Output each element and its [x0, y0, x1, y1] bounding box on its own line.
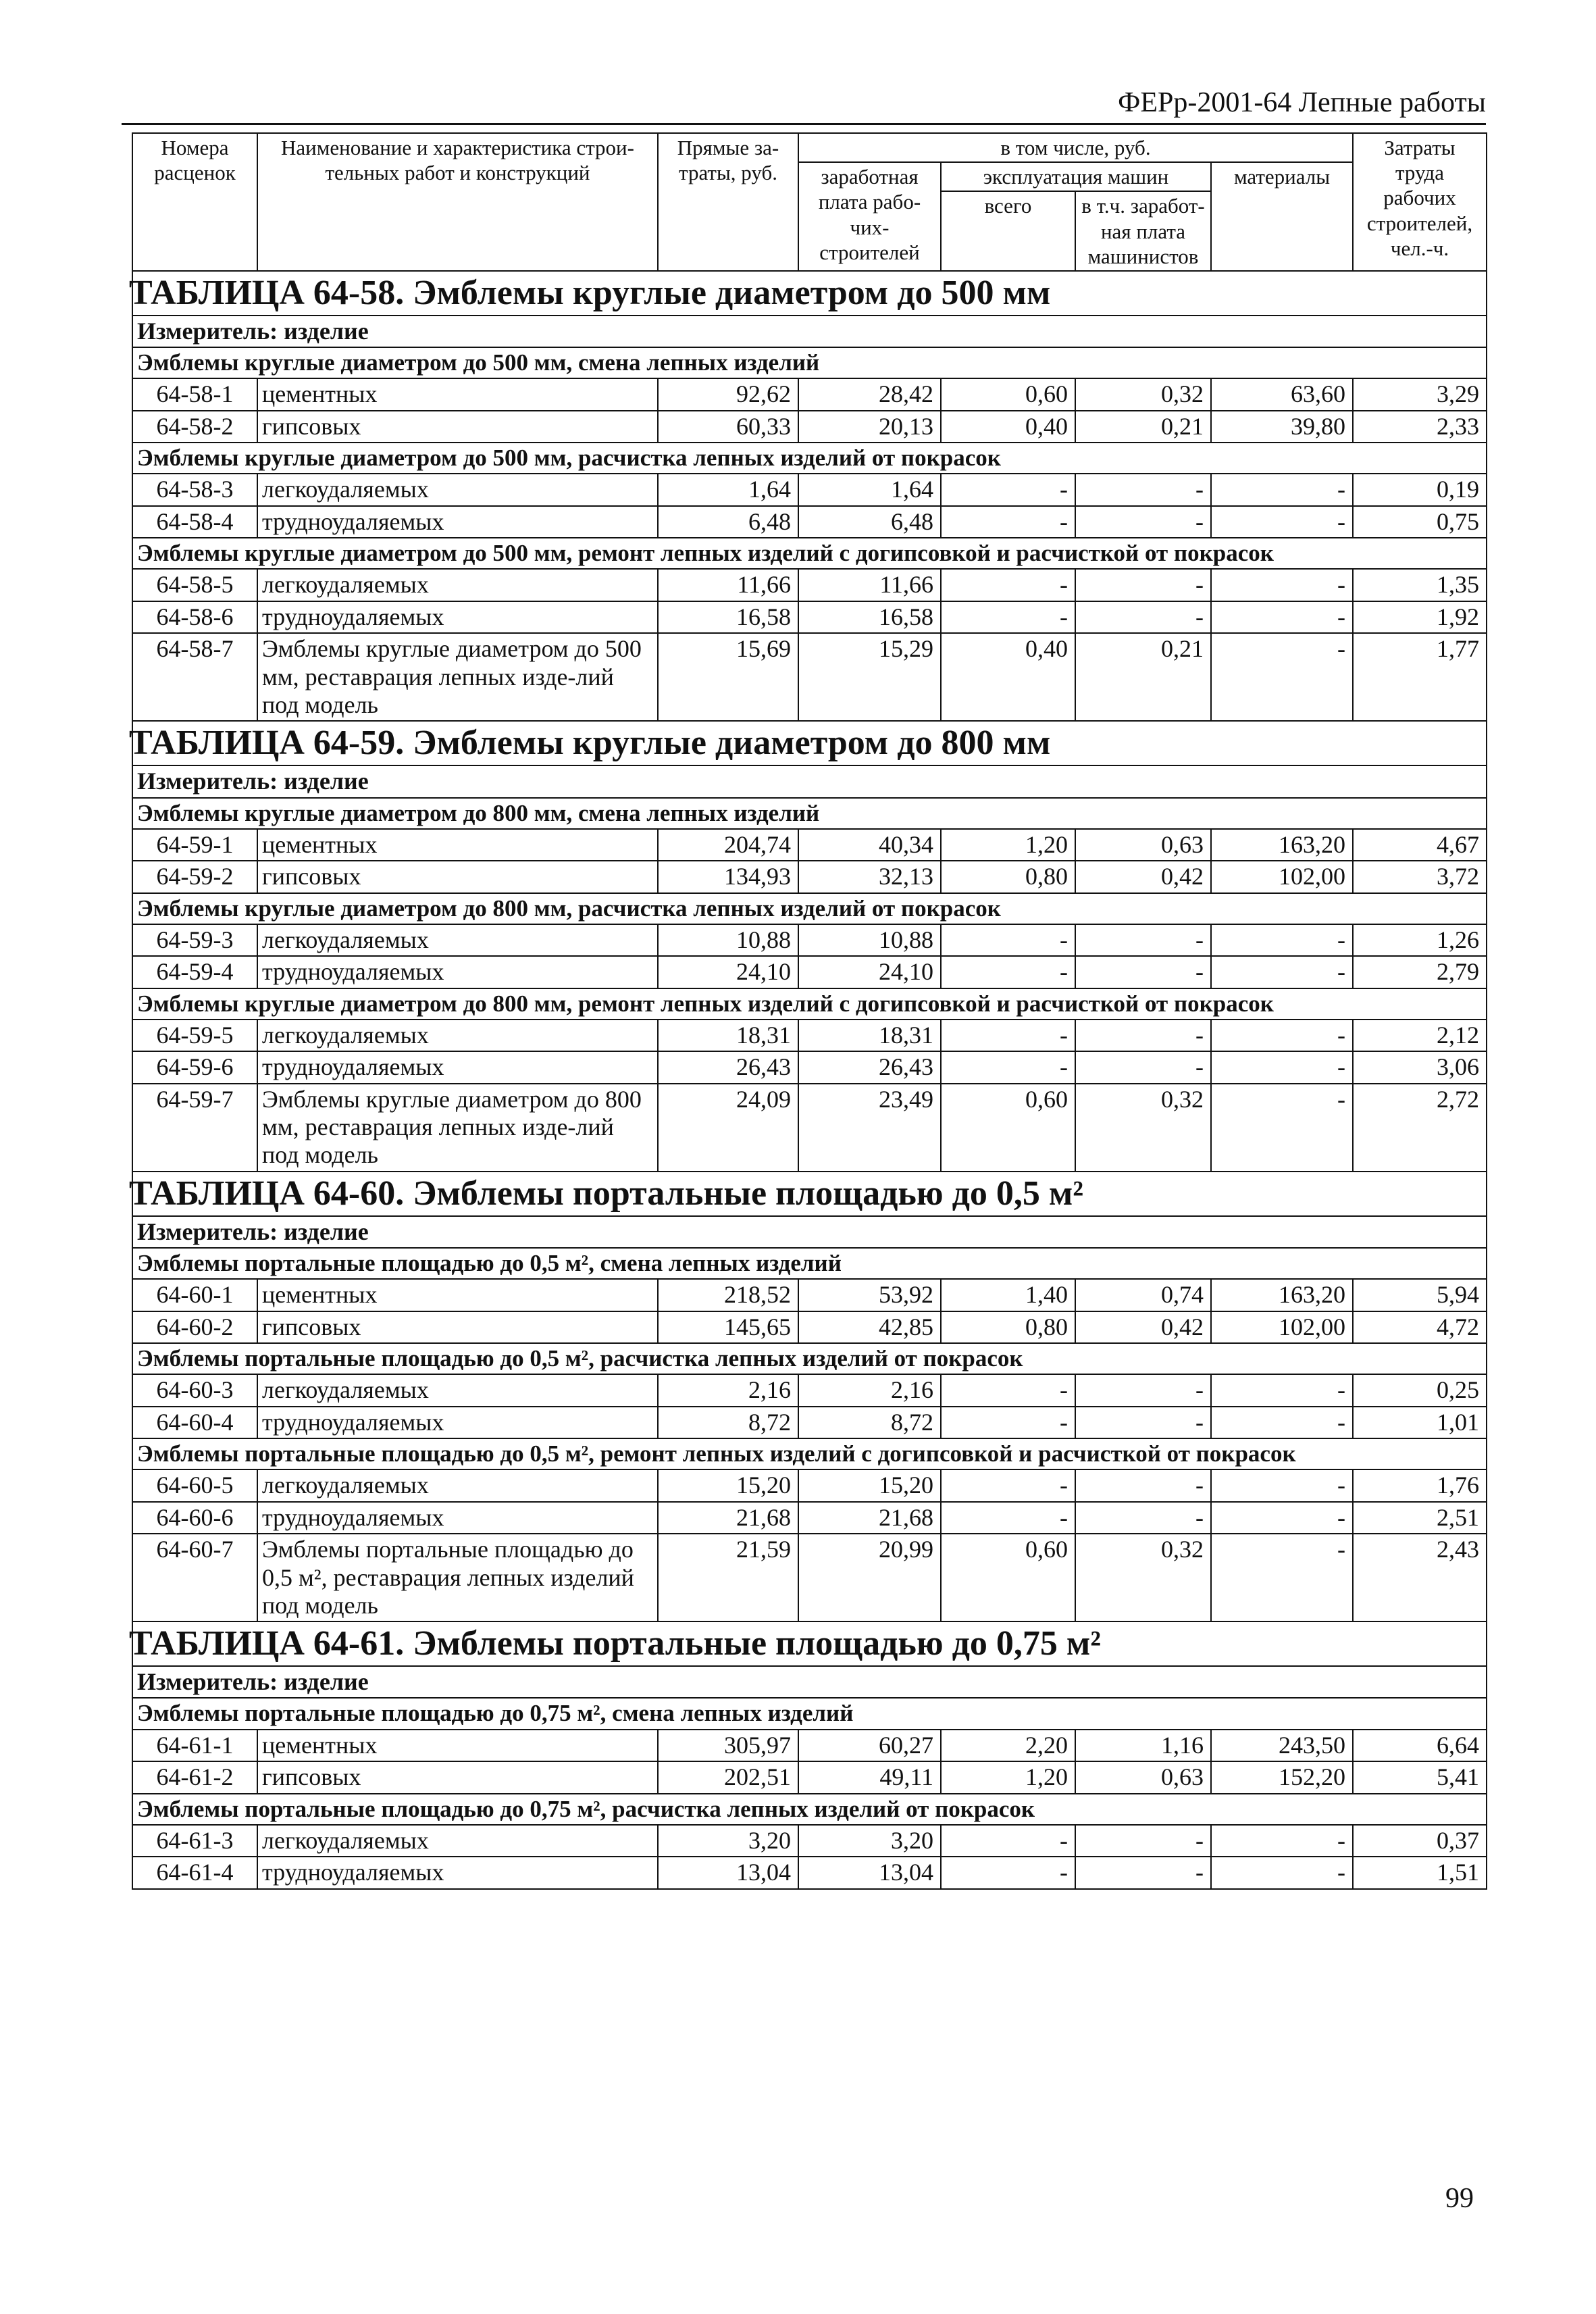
- running-title: ФЕРр-2001-64 Лепные работы: [1118, 87, 1486, 118]
- value-labor: 2,51: [1353, 1502, 1487, 1534]
- group-heading-row: [132, 347, 1487, 378]
- value-direct: 218,52: [658, 1279, 798, 1311]
- rate-code: 64-61-4: [132, 1857, 257, 1888]
- value-mach: 0,60: [941, 1084, 1075, 1172]
- value-direct: 204,74: [658, 829, 798, 861]
- measure-row: [132, 765, 1487, 797]
- value-direct: 1,64: [658, 474, 798, 505]
- group-heading-row: [132, 1698, 1487, 1729]
- table-title-cell: [129, 271, 1487, 316]
- table-row: [132, 1407, 1487, 1438]
- value-mwages: -: [1075, 956, 1211, 988]
- value-mach: -: [941, 474, 1075, 505]
- value-direct: 2,16: [658, 1374, 798, 1406]
- value-mwages: 0,74: [1075, 1279, 1211, 1311]
- col-header-machines: эксплуатация машин: [941, 162, 1211, 191]
- value-mwages: 0,32: [1075, 1084, 1211, 1172]
- value-mach: 0,40: [941, 633, 1075, 721]
- value-labor: 2,79: [1353, 956, 1487, 988]
- value-mat: -: [1211, 1407, 1353, 1438]
- work-name: трудноудаляемых: [257, 1502, 658, 1534]
- table-row: [132, 1084, 1487, 1172]
- work-name: легкоудаляемых: [257, 569, 658, 601]
- table-row: [132, 1051, 1487, 1083]
- value-mat: -: [1211, 506, 1353, 538]
- rate-code: 64-59-7: [132, 1084, 257, 1172]
- rate-code: 64-58-7: [132, 633, 257, 721]
- value-wages: 16,58: [798, 601, 941, 633]
- value-wages: 53,92: [798, 1279, 941, 1311]
- value-mach: -: [941, 956, 1075, 988]
- value-mwages: -: [1075, 474, 1211, 505]
- table-title-cell: [129, 721, 1487, 765]
- value-mat: 163,20: [1211, 1279, 1353, 1311]
- rate-code: 64-60-4: [132, 1407, 257, 1438]
- value-direct: 11,66: [658, 569, 798, 601]
- value-direct: 16,58: [658, 601, 798, 633]
- value-mwages: 0,32: [1075, 1534, 1211, 1621]
- value-labor: 4,67: [1353, 829, 1487, 861]
- rate-code: 64-59-2: [132, 861, 257, 892]
- value-wages: 60,27: [798, 1730, 941, 1761]
- table-title: ТАБЛИЦА 64-58. Эмблемы круглые диаметром до 500 мм: [129, 273, 1051, 312]
- value-direct: 15,69: [658, 633, 798, 721]
- value-labor: 1,01: [1353, 1407, 1487, 1438]
- value-labor: 0,37: [1353, 1825, 1487, 1857]
- work-name: Эмблемы круглые диаметром до 500 мм, реставрация лепных изде-лий под модель: [257, 633, 658, 721]
- value-wages: 3,20: [798, 1825, 941, 1857]
- value-mat: 63,60: [1211, 378, 1353, 410]
- group-heading: Эмблемы портальные площадью до 0,75 м², расчистка лепных изделий от покрасок: [132, 1794, 1487, 1825]
- rate-code: 64-59-5: [132, 1020, 257, 1051]
- value-direct: 60,33: [658, 411, 798, 443]
- value-labor: 5,41: [1353, 1761, 1487, 1793]
- value-mwages: -: [1075, 1374, 1211, 1406]
- value-labor: 4,72: [1353, 1311, 1487, 1343]
- value-labor: 1,92: [1353, 601, 1487, 633]
- value-mach: 0,40: [941, 411, 1075, 443]
- col-header-incl: в том числе, руб.: [798, 133, 1353, 162]
- table-row: [132, 1730, 1487, 1761]
- table-row: [132, 1279, 1487, 1311]
- value-direct: 8,72: [658, 1407, 798, 1438]
- table-row: [132, 861, 1487, 892]
- group-heading-row: [132, 538, 1487, 569]
- value-wages: 10,88: [798, 924, 941, 956]
- value-mach: 1,20: [941, 829, 1075, 861]
- column-header-row: [132, 133, 1487, 162]
- group-heading: Эмблемы портальные площадью до 0,5 м², ремонт лепных изделий с догипсовкой и расчисткой от покрасок: [132, 1438, 1487, 1469]
- rate-code: 64-58-6: [132, 601, 257, 633]
- table-row: [132, 1374, 1487, 1406]
- table-row: [132, 569, 1487, 601]
- work-name: Эмблемы круглые диаметром до 800 мм, реставрация лепных изде-лий под модель: [257, 1084, 658, 1172]
- table-row: [132, 1311, 1487, 1343]
- table-row: [132, 378, 1487, 410]
- group-heading: Эмблемы круглые диаметром до 500 мм, расчистка лепных изделий от покрасок: [132, 443, 1487, 474]
- value-mat: -: [1211, 956, 1353, 988]
- value-direct: 134,93: [658, 861, 798, 892]
- value-mat: -: [1211, 1502, 1353, 1534]
- value-wages: 23,49: [798, 1084, 941, 1172]
- group-heading-row: [132, 988, 1487, 1020]
- table-title: ТАБЛИЦА 64-59. Эмблемы круглые диаметром до 800 мм: [129, 724, 1051, 763]
- value-mach: -: [941, 1469, 1075, 1501]
- value-mwages: 0,21: [1075, 411, 1211, 443]
- value-mat: -: [1211, 1469, 1353, 1501]
- value-mwages: 1,16: [1075, 1730, 1211, 1761]
- group-heading: Эмблемы портальные площадью до 0,75 м², смена лепных изделий: [132, 1698, 1487, 1729]
- measure-label: Измеритель: изделие: [132, 1666, 1487, 1698]
- table-row: [132, 1020, 1487, 1051]
- work-name: трудноудаляемых: [257, 956, 658, 988]
- value-mwages: -: [1075, 506, 1211, 538]
- value-direct: 92,62: [658, 378, 798, 410]
- value-mat: -: [1211, 1084, 1353, 1172]
- value-labor: 0,19: [1353, 474, 1487, 505]
- table-row: [132, 924, 1487, 956]
- table-title-row: [132, 721, 1487, 765]
- value-mat: 163,20: [1211, 829, 1353, 861]
- value-direct: 6,48: [658, 506, 798, 538]
- group-heading: Эмблемы круглые диаметром до 500 мм, ремонт лепных изделий с догипсовкой и расчисткой от покрасок: [132, 538, 1487, 569]
- rate-code: 64-59-1: [132, 829, 257, 861]
- work-name: легкоудаляемых: [257, 1825, 658, 1857]
- value-mach: -: [941, 1020, 1075, 1051]
- work-name: гипсовых: [257, 1761, 658, 1793]
- col-header-labor: Затраты труда рабочих строителей, чел.-ч.: [1353, 133, 1487, 271]
- value-labor: 2,33: [1353, 411, 1487, 443]
- value-mat: -: [1211, 924, 1353, 956]
- rate-code: 64-60-6: [132, 1502, 257, 1534]
- value-labor: 1,51: [1353, 1857, 1487, 1888]
- value-labor: 1,26: [1353, 924, 1487, 956]
- rate-code: 64-60-2: [132, 1311, 257, 1343]
- work-name: гипсовых: [257, 411, 658, 443]
- group-heading-row: [132, 1438, 1487, 1469]
- group-heading-row: [132, 798, 1487, 829]
- value-mach: -: [941, 1825, 1075, 1857]
- table-row: [132, 633, 1487, 721]
- table-title: ТАБЛИЦА 64-60. Эмблемы портальные площадью до 0,5 м²: [129, 1174, 1083, 1213]
- work-name: гипсовых: [257, 861, 658, 892]
- value-direct: 202,51: [658, 1761, 798, 1793]
- rate-code: 64-60-1: [132, 1279, 257, 1311]
- col-header-machines-wages: в т.ч. заработ-ная плата машинистов: [1075, 191, 1211, 271]
- value-mat: -: [1211, 1020, 1353, 1051]
- value-labor: 6,64: [1353, 1730, 1487, 1761]
- value-mwages: -: [1075, 1825, 1211, 1857]
- group-heading: Эмблемы круглые диаметром до 800 мм, расчистка лепных изделий от покрасок: [132, 893, 1487, 924]
- value-labor: 2,72: [1353, 1084, 1487, 1172]
- value-labor: 1,77: [1353, 633, 1487, 721]
- value-mach: 0,80: [941, 1311, 1075, 1343]
- value-wages: 32,13: [798, 861, 941, 892]
- value-mat: -: [1211, 601, 1353, 633]
- value-mach: 1,40: [941, 1279, 1075, 1311]
- value-mwages: -: [1075, 1469, 1211, 1501]
- measure-label: Измеритель: изделие: [132, 1216, 1487, 1248]
- rate-code: 64-59-4: [132, 956, 257, 988]
- rate-code: 64-60-5: [132, 1469, 257, 1501]
- value-labor: 3,06: [1353, 1051, 1487, 1083]
- value-mach: 0,80: [941, 861, 1075, 892]
- value-wages: 6,48: [798, 506, 941, 538]
- value-direct: 3,20: [658, 1825, 798, 1857]
- work-name: цементных: [257, 1730, 658, 1761]
- value-labor: 0,25: [1353, 1374, 1487, 1406]
- value-wages: 18,31: [798, 1020, 941, 1051]
- work-name: трудноудаляемых: [257, 506, 658, 538]
- measure-label: Измеритель: изделие: [132, 316, 1487, 347]
- table-row: [132, 1857, 1487, 1888]
- rates-table: [129, 132, 1487, 1890]
- header-rule: [122, 123, 1486, 125]
- table-row: [132, 1761, 1487, 1793]
- value-direct: 15,20: [658, 1469, 798, 1501]
- group-heading: Эмблемы круглые диаметром до 800 мм, смена лепных изделий: [132, 798, 1487, 829]
- value-mat: 102,00: [1211, 1311, 1353, 1343]
- table-title-cell: [129, 1172, 1487, 1216]
- rate-code: 64-58-5: [132, 569, 257, 601]
- value-wages: 13,04: [798, 1857, 941, 1888]
- value-mach: -: [941, 1374, 1075, 1406]
- value-labor: 1,76: [1353, 1469, 1487, 1501]
- value-mat: 152,20: [1211, 1761, 1353, 1793]
- value-wages: 28,42: [798, 378, 941, 410]
- work-name: легкоудаляемых: [257, 1469, 658, 1501]
- table-row: [132, 1534, 1487, 1621]
- value-direct: 26,43: [658, 1051, 798, 1083]
- rate-code: 64-60-7: [132, 1534, 257, 1621]
- value-wages: 15,20: [798, 1469, 941, 1501]
- table-row: [132, 829, 1487, 861]
- value-mwages: -: [1075, 1857, 1211, 1888]
- col-header-machines-total: всего: [941, 191, 1075, 271]
- value-wages: 11,66: [798, 569, 941, 601]
- value-wages: 24,10: [798, 956, 941, 988]
- value-labor: 2,43: [1353, 1534, 1487, 1621]
- rate-code: 64-61-1: [132, 1730, 257, 1761]
- value-mwages: 0,21: [1075, 633, 1211, 721]
- value-mach: -: [941, 601, 1075, 633]
- value-direct: 24,10: [658, 956, 798, 988]
- work-name: легкоудаляемых: [257, 1020, 658, 1051]
- col-header-code: Номера расценок: [132, 133, 257, 271]
- work-name: Эмблемы портальные площадью до 0,5 м², реставрация лепных изделий под модель: [257, 1534, 658, 1621]
- work-name: трудноудаляемых: [257, 601, 658, 633]
- table-row: [132, 411, 1487, 443]
- value-mwages: -: [1075, 1502, 1211, 1534]
- value-direct: 305,97: [658, 1730, 798, 1761]
- value-mach: -: [941, 1407, 1075, 1438]
- work-name: цементных: [257, 1279, 658, 1311]
- value-wages: 20,13: [798, 411, 941, 443]
- work-name: легкоудаляемых: [257, 924, 658, 956]
- value-mach: 2,20: [941, 1730, 1075, 1761]
- value-mwages: 0,42: [1075, 861, 1211, 892]
- value-mat: 39,80: [1211, 411, 1353, 443]
- work-name: легкоудаляемых: [257, 474, 658, 505]
- table-row: [132, 601, 1487, 633]
- value-mat: -: [1211, 1857, 1353, 1888]
- group-heading-row: [132, 1248, 1487, 1279]
- value-mwages: -: [1075, 1020, 1211, 1051]
- table-row: [132, 956, 1487, 988]
- value-labor: 1,35: [1353, 569, 1487, 601]
- table-row: [132, 1469, 1487, 1501]
- value-mat: -: [1211, 1051, 1353, 1083]
- measure-row: [132, 316, 1487, 347]
- value-mwages: 0,63: [1075, 829, 1211, 861]
- value-mwages: -: [1075, 1407, 1211, 1438]
- rate-code: 64-59-3: [132, 924, 257, 956]
- value-direct: 18,31: [658, 1020, 798, 1051]
- table-title: ТАБЛИЦА 64-61. Эмблемы портальные площадью до 0,75 м²: [129, 1624, 1101, 1663]
- value-mach: 0,60: [941, 1534, 1075, 1621]
- value-direct: 21,68: [658, 1502, 798, 1534]
- value-mwages: 0,63: [1075, 1761, 1211, 1793]
- work-name: цементных: [257, 829, 658, 861]
- measure-row: [132, 1216, 1487, 1248]
- value-mach: -: [941, 1857, 1075, 1888]
- rate-code: 64-59-6: [132, 1051, 257, 1083]
- value-direct: 21,59: [658, 1534, 798, 1621]
- value-wages: 15,29: [798, 633, 941, 721]
- col-header-materials: материалы: [1211, 162, 1353, 271]
- value-direct: 13,04: [658, 1857, 798, 1888]
- value-mat: 102,00: [1211, 861, 1353, 892]
- value-mwages: 0,32: [1075, 378, 1211, 410]
- value-mach: 1,20: [941, 1761, 1075, 1793]
- table-title-row: [132, 271, 1487, 316]
- value-mat: -: [1211, 474, 1353, 505]
- value-mat: -: [1211, 1825, 1353, 1857]
- group-heading-row: [132, 443, 1487, 474]
- rates-table-body: [129, 133, 1487, 1889]
- rate-code: 64-61-3: [132, 1825, 257, 1857]
- group-heading: Эмблемы портальные площадью до 0,5 м², расчистка лепных изделий от покрасок: [132, 1343, 1487, 1374]
- table-title-row: [132, 1621, 1487, 1666]
- value-direct: 10,88: [658, 924, 798, 956]
- rate-code: 64-60-3: [132, 1374, 257, 1406]
- group-heading-row: [132, 893, 1487, 924]
- value-mach: -: [941, 1502, 1075, 1534]
- value-direct: 145,65: [658, 1311, 798, 1343]
- value-mach: -: [941, 924, 1075, 956]
- rate-code: 64-61-2: [132, 1761, 257, 1793]
- col-header-direct: Прямые за-траты, руб.: [658, 133, 798, 271]
- value-labor: 0,75: [1353, 506, 1487, 538]
- work-name: трудноудаляемых: [257, 1051, 658, 1083]
- col-header-name: Наименование и характеристика строи-тельных работ и конструкций: [257, 133, 658, 271]
- value-wages: 20,99: [798, 1534, 941, 1621]
- table-row: [132, 1825, 1487, 1857]
- value-mach: -: [941, 506, 1075, 538]
- rate-code: 64-58-4: [132, 506, 257, 538]
- value-mach: -: [941, 1051, 1075, 1083]
- value-mwages: -: [1075, 601, 1211, 633]
- value-wages: 40,34: [798, 829, 941, 861]
- group-heading: Эмблемы портальные площадью до 0,5 м², смена лепных изделий: [132, 1248, 1487, 1279]
- value-labor: 3,72: [1353, 861, 1487, 892]
- value-wages: 26,43: [798, 1051, 941, 1083]
- value-wages: 1,64: [798, 474, 941, 505]
- group-heading-row: [132, 1794, 1487, 1825]
- table-row: [132, 506, 1487, 538]
- value-mat: 243,50: [1211, 1730, 1353, 1761]
- col-header-wages: заработная плата рабо-чих-строителей: [798, 162, 941, 271]
- value-mwages: -: [1075, 924, 1211, 956]
- work-name: трудноудаляемых: [257, 1857, 658, 1888]
- value-labor: 5,94: [1353, 1279, 1487, 1311]
- value-wages: 42,85: [798, 1311, 941, 1343]
- value-mwages: 0,42: [1075, 1311, 1211, 1343]
- value-mwages: -: [1075, 1051, 1211, 1083]
- rate-code: 64-58-2: [132, 411, 257, 443]
- page-number: 99: [1445, 2183, 1474, 2214]
- value-labor: 3,29: [1353, 378, 1487, 410]
- work-name: легкоудаляемых: [257, 1374, 658, 1406]
- measure-label: Измеритель: изделие: [132, 765, 1487, 797]
- value-mat: -: [1211, 1374, 1353, 1406]
- value-mat: -: [1211, 569, 1353, 601]
- value-mach: -: [941, 569, 1075, 601]
- measure-row: [132, 1666, 1487, 1698]
- table-title-cell: [129, 1621, 1487, 1666]
- rate-code: 64-58-3: [132, 474, 257, 505]
- work-name: трудноудаляемых: [257, 1407, 658, 1438]
- value-mwages: -: [1075, 569, 1211, 601]
- group-heading: Эмблемы круглые диаметром до 800 мм, ремонт лепных изделий с догипсовкой и расчисткой от покрасок: [132, 988, 1487, 1020]
- group-heading: Эмблемы круглые диаметром до 500 мм, смена лепных изделий: [132, 347, 1487, 378]
- value-wages: 21,68: [798, 1502, 941, 1534]
- work-name: цементных: [257, 378, 658, 410]
- value-wages: 49,11: [798, 1761, 941, 1793]
- value-mach: 0,60: [941, 378, 1075, 410]
- table-row: [132, 474, 1487, 505]
- value-direct: 24,09: [658, 1084, 798, 1172]
- value-mat: -: [1211, 633, 1353, 721]
- table-row: [132, 1502, 1487, 1534]
- value-wages: 2,16: [798, 1374, 941, 1406]
- rate-code: 64-58-1: [132, 378, 257, 410]
- group-heading-row: [132, 1343, 1487, 1374]
- value-mat: -: [1211, 1534, 1353, 1621]
- table-title-row: [132, 1172, 1487, 1216]
- value-wages: 8,72: [798, 1407, 941, 1438]
- value-labor: 2,12: [1353, 1020, 1487, 1051]
- work-name: гипсовых: [257, 1311, 658, 1343]
